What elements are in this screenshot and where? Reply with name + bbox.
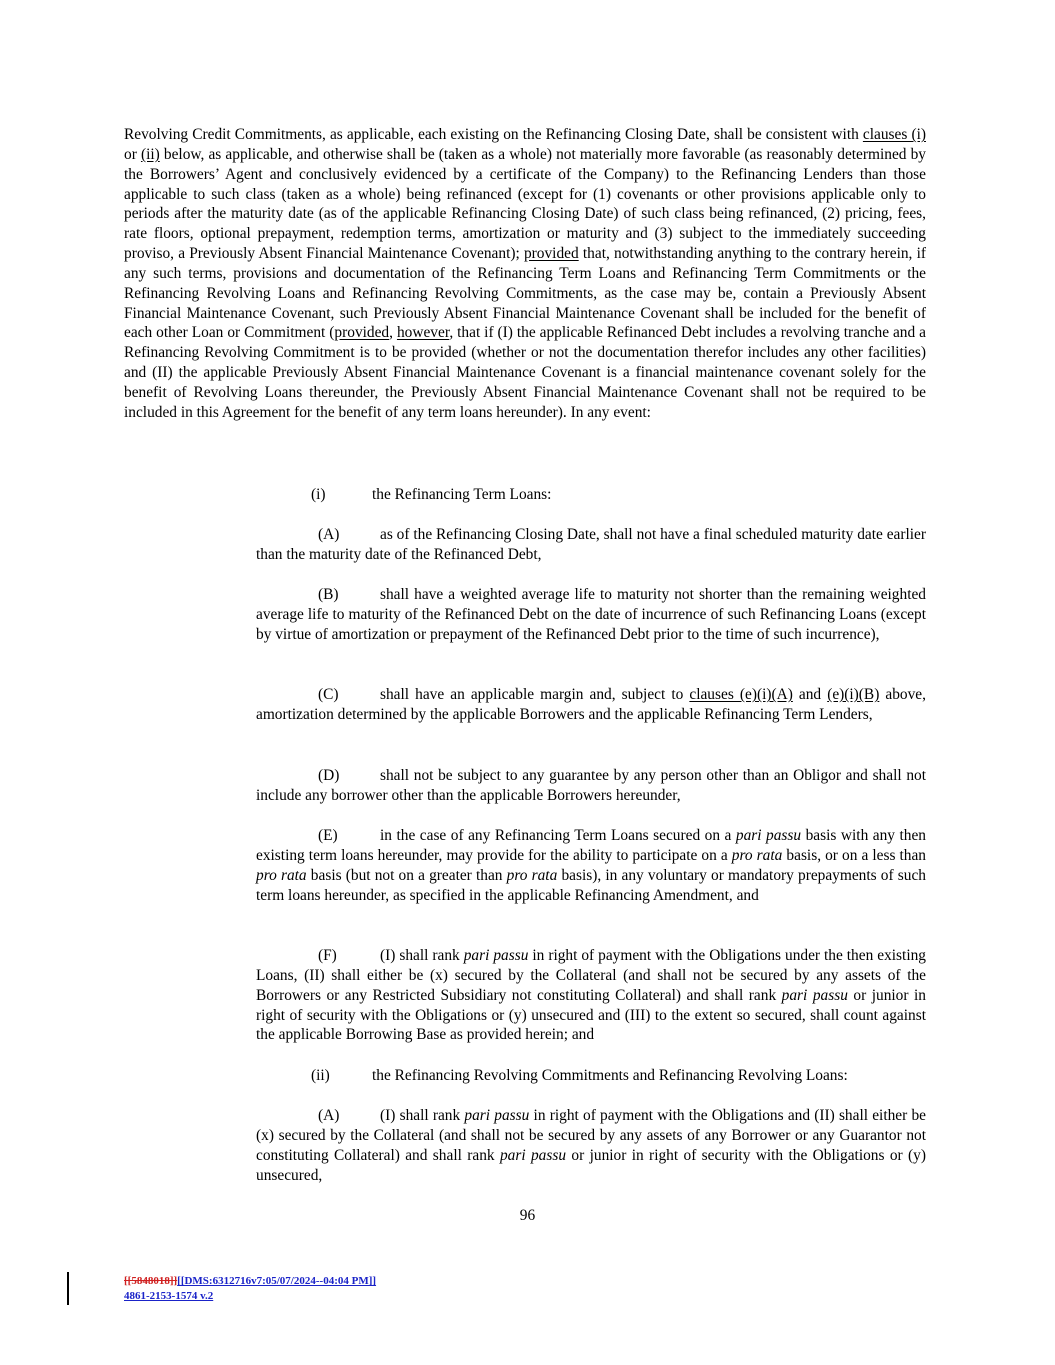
italic-term: pari passu: [464, 1107, 530, 1124]
italic-term: pro rata: [256, 866, 307, 884]
text-run: Revolving Credit Commitments, as applicable, each existing on the Refinancing Closing Date, shall be consistent with: [124, 126, 863, 143]
clause-i-F: [256, 946, 926, 1045]
clause-text: shall have a weighted average life to maturity not shorter than the remaining weighted average life to maturity of the Refinanced Debt on the date of incurrence of such Refinancing Loans (except by virtue of amortization or prepayment of the Refinanced Debt prior to the time of such incurrence),: [256, 586, 926, 643]
however-term: however: [396, 324, 450, 342]
clause-i-E: [256, 826, 926, 905]
clause-reference: (ii): [140, 145, 160, 163]
clause-label: (F): [318, 947, 337, 964]
italic-term: pari passu: [499, 1146, 567, 1164]
inserted-reference: [[DMS:6312716v7:05/07/2024--04:04 PM]]: [177, 1275, 377, 1287]
section-number: (i): [311, 486, 326, 503]
provided-term: provided: [334, 324, 390, 342]
text-run: ,: [389, 324, 397, 342]
clause-label: (E): [318, 827, 338, 844]
clause-i-A: [256, 525, 926, 565]
text-run: , that if (I) the applicable Refinanced Debt includes a revolving tranche and a Refinancing Revolving Commitment is to be provided (whether or not the documentation therefor includes any other facilities) and (II) the applicable Previously Absent Financial Maintenance Covenant is a financial maintenance covenant solely for the benefit of Revolving Loans thereunder, the Previously Absent Financial Maintenance Covenant shall not be required to be included in this Agreement for the benefit of any term loans hereunder). In any event:: [124, 324, 926, 421]
deleted-reference: [[5848018]]: [124, 1275, 178, 1287]
italic-term: pari passu: [781, 986, 848, 1004]
clause-text: in right of payment with the Obligations under the then existing Loans, (II) shall either be (x) secured by the Collateral (and shall not be secured by any assets of the Borrowers or any Restricted Subsidiary not constituting Collateral) and shall rank: [256, 947, 926, 1004]
clause-reference: (e)(i)(B): [827, 686, 880, 703]
clause-text: basis), in any voluntary or mandatory prepayments of such term loans hereunder, as specified in the applicable Refinancing Amendment, and: [256, 866, 927, 904]
clause-ii-A: [256, 1106, 926, 1185]
clause-text: and: [792, 686, 828, 703]
footer-dms-line: [124, 1274, 376, 1289]
clause-text: or junior in right of security with the Obligations or (y) unsecured and (III) to the extent so secured, shall count against the applicable Borrowing Base as provided herein; and: [256, 986, 926, 1044]
page-number: 96: [519, 1207, 536, 1224]
section-i-heading: [311, 485, 551, 505]
main-paragraph: [124, 125, 926, 423]
italic-term: pro rata: [731, 846, 783, 864]
section-title: the Refinancing Term Loans:: [372, 486, 552, 503]
clause-text: or junior in right of security with the Obligations or (y) unsecured,: [256, 1146, 926, 1184]
change-bar: [67, 1272, 69, 1305]
italic-term: pari passu: [463, 947, 529, 964]
clause-i-C: [256, 685, 926, 725]
italic-term: pari passu: [735, 827, 802, 844]
clause-reference: clauses (i): [862, 126, 926, 143]
provided-term: provided: [523, 245, 579, 263]
clause-label: (A): [318, 526, 340, 543]
clause-text: in right of payment with the Obligations and (II) shall either be (x) secured by the Collateral (and shall not be secured by any assets of any Borrower or any Guarantor not constituting Collateral) and shall rank: [256, 1107, 926, 1164]
clause-text: in the case of any Refinancing Term Loans secured on a: [380, 827, 736, 844]
clause-i-D: [256, 766, 926, 806]
clause-text: as of the Refinancing Closing Date, shall not have a final scheduled maturity date earlier than the maturity date of the Refinanced Debt,: [256, 526, 926, 563]
document-number: 4861-2153-1574 v.2: [124, 1290, 214, 1302]
section-title: the Refinancing Revolving Commitments and Refinancing Revolving Loans:: [372, 1067, 848, 1084]
clause-label: (B): [318, 586, 339, 603]
clause-text: shall not be subject to any guarantee by any person other than an Obligor and shall not include any borrower other than the applicable Borrowers hereunder,: [256, 767, 926, 804]
text-run: below, as applicable, and otherwise shall be (taken as a whole) not materially more favorable (as reasonably determined by the Borrowers’ Agent and conclusively evidenced by a certificate of the Company) to the Refinancing Lenders than those applicable to such class (taken as a whole) being refinanced (except for (1) covenants or other provisions applicable only to periods after the maturity date (as of the applicable Refinancing Closing Date) of such class being refinanced, (2) pricing, fees, rate floors, optional prepayment, redemption terms, amortization or maturity and (3) subject to the immediately succeeding proviso, a Previously Absent Financial Maintenance Covenant);: [124, 145, 926, 263]
section-number: (ii): [311, 1067, 330, 1084]
document-footer: [124, 1274, 376, 1304]
clause-text: basis with any then existing term loans hereunder, may provide for the ability to participate on a: [256, 827, 926, 864]
italic-term: pro rata: [506, 866, 558, 884]
text-run: that, notwithstanding anything to the contrary herein, if any such terms, provisions and documentation of the Refinancing Term Loans and Refinancing Term Commitments or the Refinancing Revolving Loans and Refinancing Revolving Commitments, as the case may be, contain a Previously Absent Financial Maintenance Covenant, such Previously Absent Financial Maintenance Covenant shall be included for the benefit of each other Loan or Commitment (: [124, 245, 926, 342]
clause-text: basis (but not on a greater than: [306, 866, 507, 884]
text-run: or: [124, 145, 141, 163]
clause-text: basis, or on a less than: [782, 846, 927, 864]
clause-label: (C): [318, 686, 339, 703]
clause-i-B: [256, 585, 926, 645]
clause-label: (A): [318, 1107, 340, 1124]
clause-text: (I) shall rank: [380, 1107, 465, 1124]
clause-text: shall have an applicable margin and, subject to: [380, 686, 690, 703]
clause-text: above, amortization determined by the applicable Borrowers and the applicable Refinancing Term Lenders,: [256, 686, 926, 723]
clause-text: (I) shall rank: [380, 947, 464, 964]
clause-label: (D): [318, 767, 340, 784]
clause-reference: clauses (e)(i)(A): [689, 686, 793, 703]
section-ii-heading: [311, 1066, 848, 1086]
